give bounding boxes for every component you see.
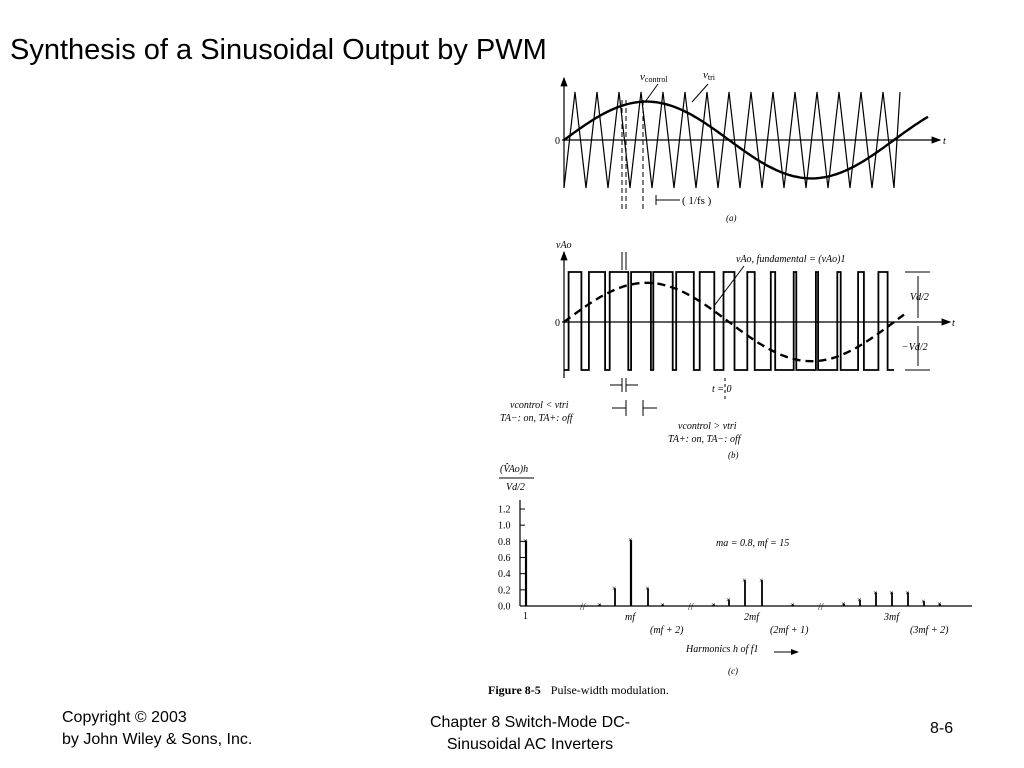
panel-b-t-label: t xyxy=(952,318,955,329)
cond2-line2: TA+: on, TA−: off xyxy=(668,434,741,445)
spectrum-y-tick-label: 0.8 xyxy=(498,536,511,548)
panel-b-caption-label: (b) xyxy=(728,450,739,460)
harmonic-marker-mf+2: × xyxy=(645,584,650,594)
harmonic-marker-3mf+2: × xyxy=(905,588,910,598)
harmonic-label-1: 1 xyxy=(523,611,528,622)
harmonic-marker-3mf: × xyxy=(889,588,894,598)
axis-break-mark: // xyxy=(688,602,694,613)
spectrum-y-tick-label: 0.2 xyxy=(498,585,511,597)
slide-title: Synthesis of a Sinusoidal Output by PWM xyxy=(10,34,547,66)
neg-level-label: −Vd/2 xyxy=(902,342,928,353)
harmonic-marker-mf-4: × xyxy=(597,600,602,610)
harmonic-marker-2mf+1: × xyxy=(759,576,764,586)
pos-level-label: Vd/2 xyxy=(910,292,929,303)
panel-b-y-label: vAo xyxy=(556,240,572,251)
spectrum-y-tick-label: 0.6 xyxy=(498,553,511,564)
spectrum-y-label-den: Vd/2 xyxy=(506,482,525,493)
harmonic-label-3mf2: (3mf + 2) xyxy=(910,625,949,636)
harmonic-marker-3mf-4: × xyxy=(857,595,862,605)
copyright-line-1: Copyright © 2003 xyxy=(62,709,187,726)
spectrum-y-label-num: (V̂Ao)h xyxy=(500,464,529,475)
fs-label: ( 1/fs ) xyxy=(682,195,712,207)
spectrum-params: ma = 0.8, mf = 15 xyxy=(716,538,790,549)
t0-label: t = 0 xyxy=(712,384,732,395)
axis-break-mark: // xyxy=(818,602,824,613)
harmonic-label-mf: mf xyxy=(625,612,635,623)
cond2-line1: vcontrol > vtri xyxy=(678,421,737,432)
spectrum-y-ticks xyxy=(498,505,525,613)
harmonic-label-2mf: 2mf xyxy=(744,612,759,623)
copyright-notice xyxy=(62,707,252,751)
fundamental-label: vAo, fundamental = (vAo)1 xyxy=(736,254,846,265)
harmonic-marker-2mf-1: × xyxy=(742,576,747,586)
harmonic-label-3mf: 3mf xyxy=(884,612,899,623)
harmonic-label-mf2: (mf + 2) xyxy=(650,625,684,636)
panel-a-zero-label: 0 xyxy=(555,136,560,147)
cond1-line1: vcontrol < vtri xyxy=(510,400,569,411)
axis-break-mark: // xyxy=(580,602,586,613)
spectrum-y-tick-label: 0.0 xyxy=(498,601,511,613)
page-number: 8-6 xyxy=(930,720,954,737)
copyright-line-2: by John Wiley & Sons, Inc. xyxy=(62,731,253,748)
chapter-line-2: Sinusoidal AC Inverters xyxy=(446,736,614,753)
panel-c xyxy=(498,462,972,676)
v-control-label: vcontrol xyxy=(640,71,668,84)
panel-b xyxy=(500,240,955,460)
chapter-line-1: Chapter 8 Switch-Mode DC- xyxy=(429,714,631,731)
harmonic-marker-mf-2: × xyxy=(612,584,617,594)
harmonic-marker-2mf+3: × xyxy=(790,600,795,610)
chapter-title xyxy=(380,712,680,756)
harmonic-marker-1: × xyxy=(523,536,528,546)
panel-b-zero-label: 0 xyxy=(555,318,560,329)
harmonic-label-2mf1: (2mf + 1) xyxy=(770,625,809,636)
harmonic-marker-mf+4: × xyxy=(660,600,665,610)
harmonic-marker-3mf-6: × xyxy=(841,599,846,609)
spectrum-y-tick-label: 0.4 xyxy=(498,569,511,581)
panel-a-caption-label: (a) xyxy=(726,213,737,223)
harmonic-marker-mf: × xyxy=(628,535,633,545)
v-tri-label: vtri xyxy=(703,69,715,82)
harmonic-marker-2mf-3: × xyxy=(726,595,731,605)
harmonic-marker-3mf-2: × xyxy=(873,588,878,598)
harmonic-marker-3mf+6: × xyxy=(937,599,942,609)
cond1-line2: TA−: on, TA+: off xyxy=(500,413,573,424)
spectrum-y-tick-label: 1.2 xyxy=(498,504,511,516)
spectrum-y-tick-label: 1.0 xyxy=(498,520,511,532)
harmonic-marker-2mf-5: × xyxy=(711,600,716,610)
figure-caption: Figure 8-5 Pulse-width modulation. xyxy=(488,683,669,697)
harmonic-marker-3mf+4: × xyxy=(921,597,926,607)
spectrum-x-label: Harmonics h of f1 xyxy=(686,644,759,655)
panel-a-t-label: t xyxy=(943,136,946,147)
panel-c-caption-label: (c) xyxy=(728,666,738,676)
panel-a xyxy=(555,69,946,223)
